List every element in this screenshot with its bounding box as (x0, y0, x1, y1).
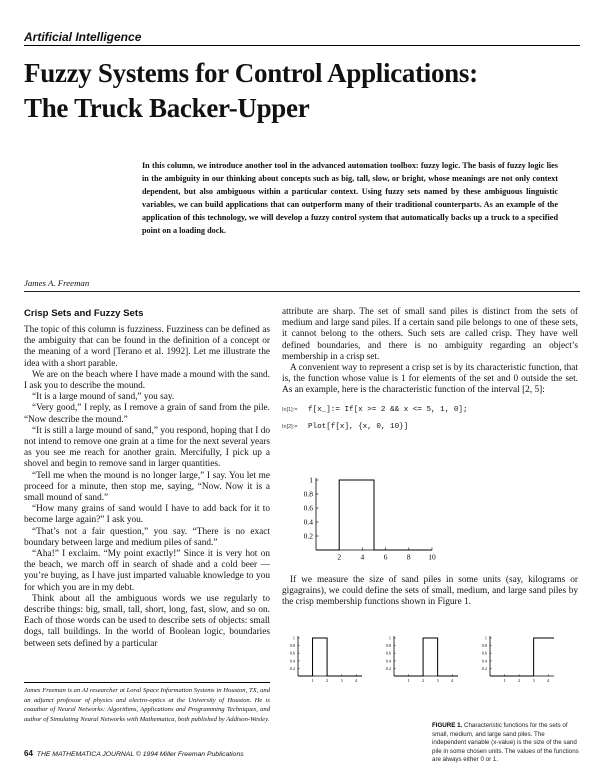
paragraph: We are on the beach where I have made a mound with the sand. I ask you to describe the mound. (24, 369, 270, 392)
y-tick-label: 0.4 (385, 658, 391, 664)
x-tick-label: 3 (436, 678, 439, 684)
x-tick-label: 8 (406, 552, 411, 562)
y-tick-label: 1 (484, 635, 487, 641)
figure-caption-text: Characteristic functions for the sets of small, medium, and large sand piles. The independent variable (x-value) is the size of the sand pile in some chosen units. The values of the functions are always either 0 or 1. (432, 722, 579, 764)
x-tick-label: 3 (532, 678, 535, 684)
paragraph: A convenient way to represent a crisp set is by its characteristic function, that is, the function whose value is 1 for elements of the set and 0 outside the set. As an example, here is the characteristic function of the interval [2, 5]: (282, 363, 578, 396)
page-number: 64 (24, 749, 33, 758)
paragraph: “Aha!” I exclaim. “My point exactly!” Since it is very hot on the beach, we march off in search of shade and a cold beer — you’re buying, as I have just imparted valuable knowledge to you for which you are in my debt. (24, 549, 270, 593)
x-tick-label: 1 (407, 678, 410, 684)
x-tick-label: 1 (311, 678, 314, 684)
x-tick-label: 3 (340, 678, 343, 684)
y-tick-label: 0.8 (385, 643, 391, 649)
plot-medium-set (380, 632, 460, 687)
x-tick-label: 6 (383, 552, 388, 562)
column-right-continued (282, 575, 578, 609)
x-tick-label: 4 (355, 678, 358, 684)
column-left (24, 308, 270, 650)
author-name: James A. Freeman (24, 278, 90, 288)
paragraph: “How many grains of sand would I have to add back for it to become large again?” I ask you. (24, 504, 270, 526)
y-tick-label: 0.6 (303, 503, 313, 513)
plot-small-set (284, 632, 364, 687)
x-tick-label: 2 (518, 678, 521, 684)
input-cell-1 (282, 405, 578, 415)
y-tick-label: 0.4 (303, 517, 313, 527)
paragraph: If we measure the size of sand piles in some units (say, kilograms or gigagrains), we could define the sets of small, medium, and large sand piles by the crisp membership functions shown in Figure 1. (282, 575, 578, 608)
input-label: In[2]:= (282, 423, 298, 430)
bio-rule (24, 682, 270, 683)
x-tick-label: 4 (547, 678, 550, 684)
figure-label: FIGURE 1. (432, 722, 463, 729)
data-line (490, 638, 554, 676)
x-tick-label: 2 (422, 678, 425, 684)
plot-large-set (476, 632, 556, 687)
article-title (24, 56, 478, 125)
y-tick-label: 0.8 (481, 643, 487, 649)
paragraph: “That’s not a fair question,” you say. “There is no exact boundary between large and medium piles of sand.” (24, 526, 270, 548)
y-tick-label: 1 (388, 635, 391, 641)
section-subheading: Crisp Sets and Fuzzy Sets (24, 308, 144, 319)
y-tick-label: 0.6 (385, 650, 391, 656)
y-tick-label: 0.8 (289, 643, 295, 649)
data-line (316, 480, 432, 550)
paragraph: “Tell me when the mound is no longer large,” I say. You let me proceed for a minute, then stop me, saying, “Now. Now it is a small mound of sand.” (24, 470, 270, 504)
paragraph: The topic of this column is fuzziness. Fuzziness can be defined as the ambiguity that can be found in the definition of a concept or the meaning of a word [Terano et al. 1992]. Let me illustrate the idea with a short parable. (24, 325, 270, 369)
y-tick-label: 0.2 (303, 531, 313, 541)
y-tick-label: 0.6 (481, 650, 487, 656)
data-line (394, 638, 458, 676)
x-tick-label: 10 (428, 552, 436, 562)
footer-text: THE MATHEMATICA JOURNAL © 1994 Miller Freeman Publications (36, 751, 244, 758)
x-tick-label: 4 (451, 678, 454, 684)
y-tick-label: 0.2 (289, 665, 295, 671)
y-tick-label: 0.4 (289, 658, 295, 664)
y-tick-label: 0.4 (481, 658, 487, 664)
x-tick-label: 1 (503, 678, 506, 684)
y-tick-label: 1 (292, 635, 295, 641)
paragraph: “It is still a large mound of sand,” you respond, hoping that I do not intend to remove one grain at a time for the next several years as you see me reach for another grain. Mercifully, I pick up a shovel and begin to remove sand in larger quantities. (24, 425, 270, 470)
paragraph: “Very good,” I reply, as I remove a grain of sand from the pile. “Now describe the mound.” (24, 403, 270, 425)
y-tick-label: 0.8 (303, 489, 313, 499)
y-tick-label: 1 (309, 475, 313, 485)
x-tick-label: 4 (360, 552, 365, 562)
y-tick-label: 0.2 (385, 665, 391, 671)
title-line-1: Fuzzy Systems for Control Applications: (24, 58, 478, 88)
abstract: In this column, we introduce another tool in the advanced automation toolbox: fuzzy logic. The basis of fuzzy logic lies in the ambiguity in our thinking about concepts such as big, tall, slow, or bright, whose meanings are not only context dependent, but also ambiguous within a particular context. Using fuzzy sets named by these ambiguous linguistic variables, we can build applications that can outperform many of their traditional counterparts. As an example of the application of this technology, we will develop a fuzzy control system that automatically backs up a truck to a specified point on a loading dock. (142, 161, 558, 235)
x-tick-label: 2 (326, 678, 329, 684)
y-tick-label: 0.2 (481, 665, 487, 671)
code-text: f[x_]:= If[x >= 2 && x <= 5, 1, 0]; (308, 405, 468, 414)
author-rule (24, 291, 580, 292)
author-bio: James Freeman is an AI researcher at Loral Space Information Systems in Houston, TX, and an adjunct professor of physics and electro-optics at the University of Houston. He is coauthor of Neural Networks: Algorithms, Applications and Programming Techniques, and author of Simulating Neural Networks with Mathematica, both published by Addison-Wesley. (24, 687, 270, 723)
y-tick-label: 0.6 (289, 650, 295, 656)
header-rule (24, 45, 580, 46)
title-line-2: The Truck Backer-Upper (24, 92, 310, 123)
x-tick-label: 2 (337, 552, 342, 562)
page-footer (24, 749, 244, 758)
figure-caption (432, 722, 580, 765)
section-heading: Artificial Intelligence (24, 30, 142, 44)
input-cell-2 (282, 422, 578, 432)
paragraph: attribute are sharp. The set of small sand piles is distinct from the sets of medium and large sand piles. If a certain sand pile belongs to one of these sets, it cannot belong to the others. Such sets are called crisp. They have well defined boundaries, and there is no ambiguity regarding an object’s membership in a crisp set. (282, 307, 578, 362)
data-line (298, 638, 362, 676)
column-right (282, 307, 578, 432)
code-text: Plot[f[x], {x, 0, 10}] (308, 422, 409, 431)
paragraph: “It is a large mound of sand,” you say. (32, 392, 175, 403)
paragraph: Think about all the ambiguous words we use regularly to describe things: big, small, tall, short, long, fast, slow, and so on. Each of those words can be used to describe sets of objects: small dogs, tall buildings. In the world of Boolean logic, boundaries between sets defined by a particular (24, 593, 270, 649)
input-label: In[1]:= (282, 406, 298, 413)
plot-characteristic-function (290, 470, 440, 570)
